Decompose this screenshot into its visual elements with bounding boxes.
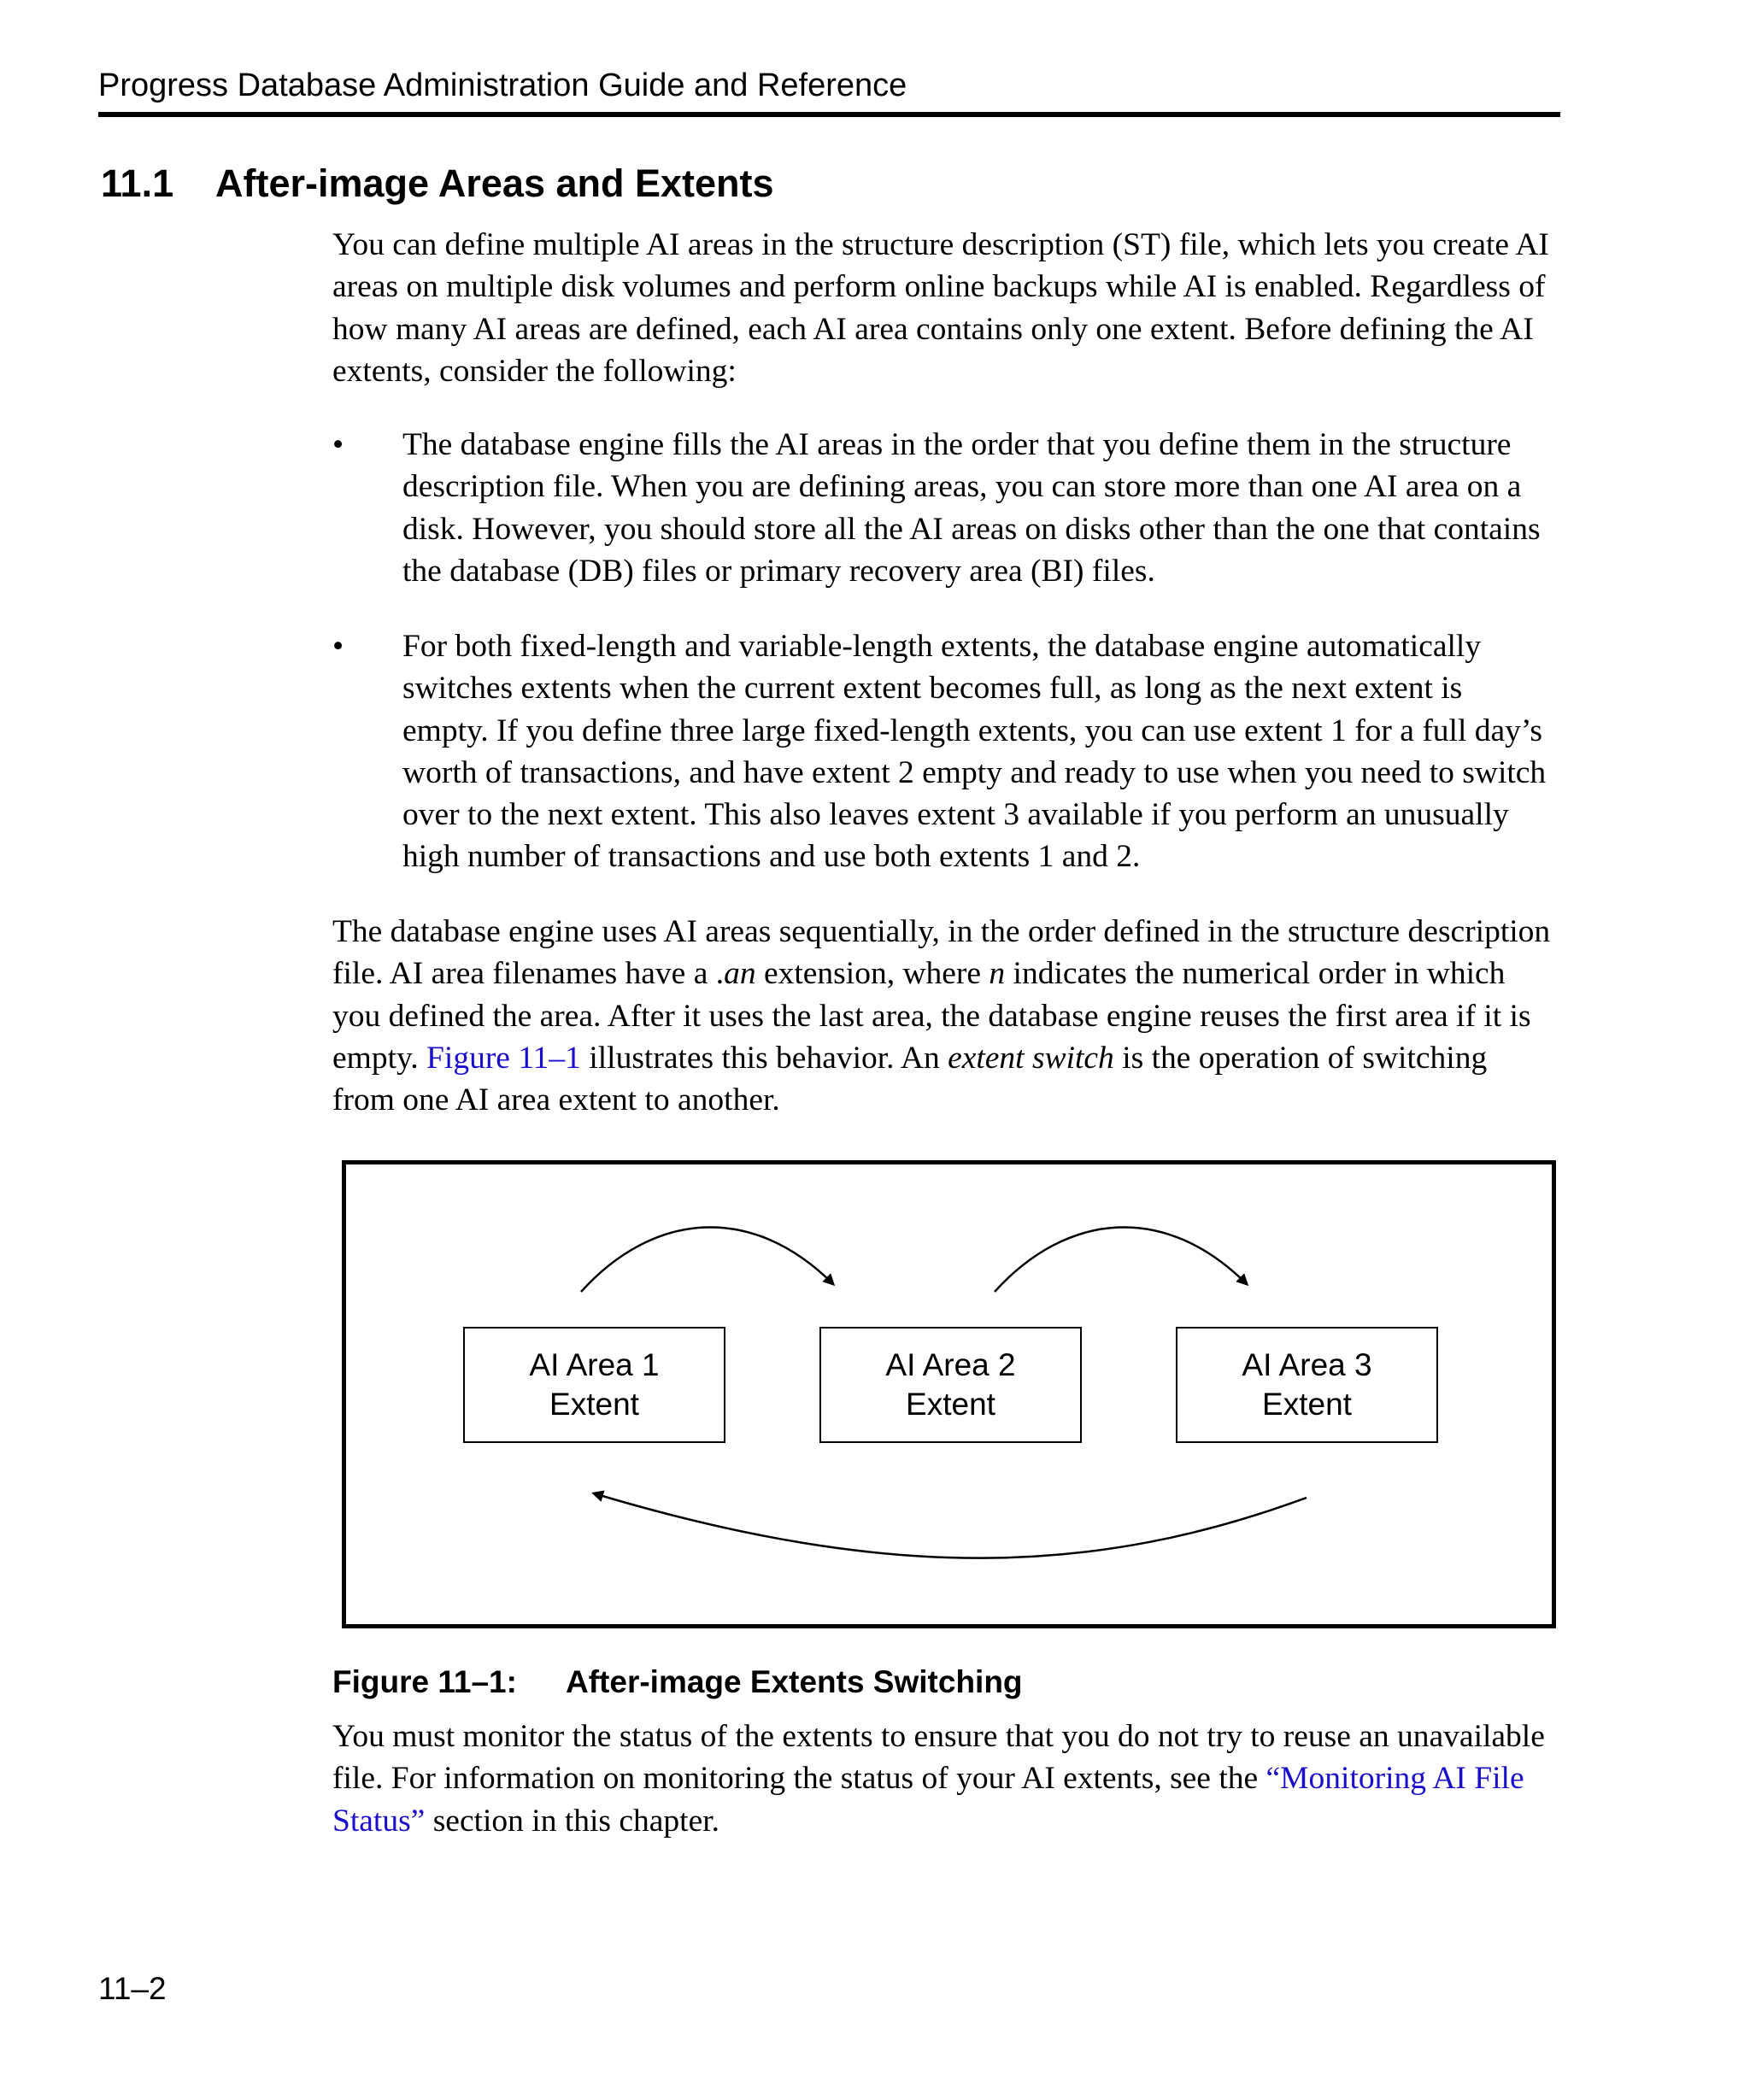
text-run: You must monitor the status of the extents to ensure that you do not try to reuse an unavailable file. For information on monitoring the status of your AI extents, see the: [332, 1719, 1545, 1797]
page-number: 11–2: [98, 1971, 167, 2006]
caption-label: Figure 11–1:: [332, 1664, 517, 1699]
figure-link[interactable]: Figure 11–1: [426, 1040, 581, 1076]
section-title: After-image Areas and Extents: [215, 161, 774, 205]
bullet-text: For both fixed-length and variable-length extents, the database engine automatically switches extents when the current extent becomes full, as long as the next extent is empty. If you define three large fixed-length extents, you can use extent 1 for a full day’s worth of transactions, and have extent 2 empty and ready to use when you need to switch over to the next extent. This also leaves extent 3 available if you perform an unusually high number of transactions and use both extents 1 and 2.: [402, 629, 1547, 875]
text-run: is the operation of switching from one AI area extent to another.: [332, 1040, 1488, 1118]
sequential-use-paragraph: [332, 911, 1554, 1121]
box-sublabel: Extent: [1262, 1387, 1352, 1422]
intro-paragraph: You can define multiple AI areas in the structure description (ST) file, which lets you create AI areas on multiple disk volumes and perform online backups while AI is enabled. Regardless of how many AI areas are defined, each AI area contains only one extent. Before defining the AI extents, consider the following:: [332, 227, 1549, 389]
bullet-marker: •: [332, 427, 344, 462]
bullet-item: [332, 424, 1554, 592]
caption-title: After-image Extents Switching: [566, 1664, 1023, 1699]
box-label: AI Area 1: [529, 1347, 660, 1382]
text-run: illustrates this behavior. An: [580, 1040, 948, 1076]
bullet-item: [332, 625, 1554, 878]
ai-area-3-box: [1176, 1327, 1438, 1443]
ai-area-2-box: [819, 1327, 1082, 1443]
ai-area-1-box: [463, 1327, 725, 1443]
box-sublabel: Extent: [549, 1387, 639, 1422]
text-run: extension, where: [755, 956, 990, 992]
box-sublabel: Extent: [906, 1387, 995, 1422]
arrow-area2-to-area3: [995, 1227, 1247, 1292]
running-header: Progress Database Administration Guide and Reference: [98, 67, 907, 103]
text-run: section in this chapter.: [425, 1803, 720, 1839]
monitoring-section-link[interactable]: “Monitoring AI File Status”: [332, 1761, 1524, 1839]
arrow-area1-to-area2: [581, 1227, 833, 1292]
box-label: AI Area 2: [885, 1347, 1016, 1382]
figure-caption: [332, 1663, 1023, 1702]
bullet-text: The database engine fills the AI areas in the order that you define them in the structure description file. When you are defining areas, you can store more than one AI area on a disk. However, you should store all the AI areas on disks other than the one that contains the database (DB) files or primary recovery area (BI) files.: [402, 427, 1541, 589]
header-rule: [98, 112, 1560, 117]
monitoring-paragraph: [332, 1716, 1554, 1842]
text-run: The database engine uses AI areas sequentially, in the order defined in the structure description file. AI area filenames have a .: [332, 914, 1551, 992]
section-heading: [101, 161, 774, 207]
italic-n: n: [989, 956, 1006, 992]
figure-frame: [342, 1160, 1556, 1628]
section-number: 11.1: [101, 161, 174, 205]
italic-term: extent switch: [948, 1040, 1114, 1076]
bullet-marker: •: [332, 629, 344, 664]
arrow-area3-to-area1: [594, 1493, 1307, 1558]
box-label: AI Area 3: [1242, 1347, 1372, 1382]
text-run: indicates the numerical order in which you defined the area. After it uses the last area, the database engine reuses the first area if it is empty.: [332, 956, 1531, 1076]
italic-extension: an: [724, 956, 756, 992]
